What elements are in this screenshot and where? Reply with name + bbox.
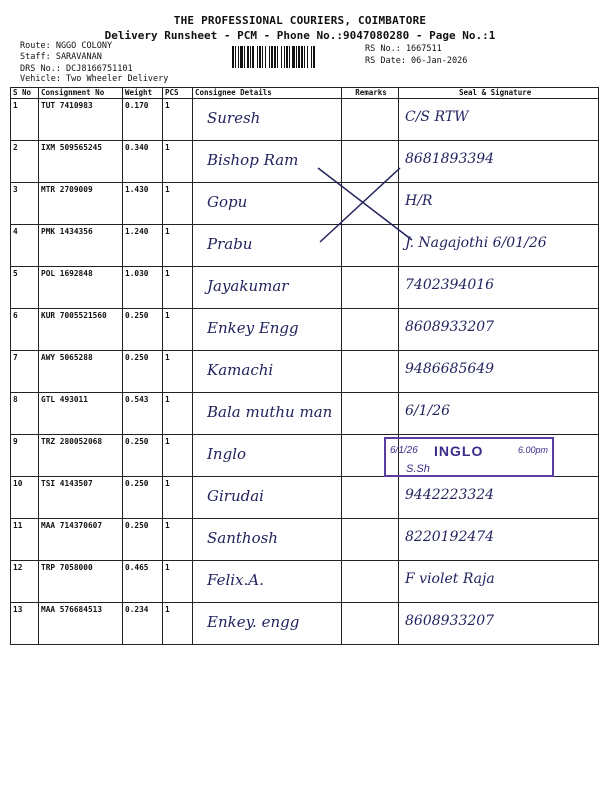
table-row	[11, 99, 599, 141]
col-remarks: Remarks	[342, 88, 399, 99]
pcs-text: 1	[165, 227, 170, 236]
consignee-text: Jayakumar	[207, 277, 289, 295]
consignee-text: Girudai	[207, 487, 264, 505]
signature-text: 9442223324	[405, 487, 495, 503]
sno-text: 7	[13, 353, 18, 362]
remarks-cell	[342, 561, 399, 603]
signature-text: H/R	[405, 193, 433, 209]
stamp-name: INGLO	[434, 443, 484, 459]
sno-cell	[11, 183, 39, 225]
consignee-text: Enkey Engg	[207, 319, 299, 337]
signature-cell	[399, 309, 599, 351]
remarks-cell	[342, 141, 399, 183]
table-row	[11, 309, 599, 351]
pcs-cell	[163, 267, 193, 309]
signature-text: 7402394016	[405, 277, 495, 293]
weight-text: 0.250	[125, 353, 149, 362]
consignment-cell	[39, 519, 123, 561]
pcs-cell	[163, 351, 193, 393]
barcode	[232, 46, 360, 68]
consignment-text: MAA 714370607	[41, 521, 103, 530]
sno-text: 13	[13, 605, 23, 614]
signature-text: 8608933207	[405, 319, 495, 335]
pcs-text: 1	[165, 479, 170, 488]
consignee-cell	[193, 393, 342, 435]
col-sno: S No	[11, 88, 39, 99]
pcs-cell	[163, 309, 193, 351]
remarks-cell	[342, 393, 399, 435]
weight-cell	[123, 99, 163, 141]
table-row	[11, 141, 599, 183]
signature-cell	[399, 477, 599, 519]
consignment-cell	[39, 603, 123, 645]
col-consignment: Consignment No	[39, 88, 123, 99]
table-header-row	[11, 88, 599, 99]
weight-text: 0.170	[125, 101, 149, 110]
remarks-cell	[342, 519, 399, 561]
consignee-text: Inglo	[207, 445, 247, 463]
table-row	[11, 477, 599, 519]
weight-text: 0.250	[125, 311, 149, 320]
signature-text: 8608933207	[405, 613, 495, 629]
sno-cell	[11, 519, 39, 561]
sno-text: 3	[13, 185, 18, 194]
signature-cell	[399, 603, 599, 645]
rs-date: RS Date: 06-Jan-2026	[365, 56, 468, 66]
signature-cell	[399, 99, 599, 141]
consignee-text: Bala muthu man	[207, 403, 333, 421]
table-row	[11, 603, 599, 645]
pcs-cell	[163, 519, 193, 561]
consignee-text: Kamachi	[207, 361, 274, 379]
staff: Staff: SARAVANAN	[20, 52, 102, 62]
sno-text: 11	[13, 521, 23, 530]
signature-cell	[399, 183, 599, 225]
remarks-cell	[342, 351, 399, 393]
weight-cell	[123, 141, 163, 183]
remarks-cell	[342, 225, 399, 267]
weight-text: 0.250	[125, 437, 149, 446]
col-consignee: Consignee Details	[193, 88, 342, 99]
consignee-text: Enkey. engg	[207, 613, 300, 631]
consignee-cell	[193, 519, 342, 561]
consignee-text: Bishop Ram	[207, 151, 299, 169]
signature-text: 8681893394	[405, 151, 495, 167]
signature-cell	[399, 351, 599, 393]
table-row	[11, 183, 599, 225]
weight-cell	[123, 351, 163, 393]
signature-text: J. Nagajothi 6/01/26	[405, 235, 547, 251]
consignment-text: POL 1692848	[41, 269, 93, 278]
col-pcs: PCS	[163, 88, 193, 99]
table-row	[11, 561, 599, 603]
pcs-text: 1	[165, 563, 170, 572]
consignee-cell	[193, 225, 342, 267]
consignment-cell	[39, 225, 123, 267]
sno-cell	[11, 309, 39, 351]
consignee-cell	[193, 351, 342, 393]
table-row	[11, 225, 599, 267]
weight-text: 0.234	[125, 605, 149, 614]
pcs-text: 1	[165, 437, 170, 446]
remarks-cell	[342, 477, 399, 519]
weight-cell	[123, 561, 163, 603]
pcs-cell	[163, 477, 193, 519]
stamp-time: 6.00pm	[517, 445, 548, 455]
weight-text: 0.250	[125, 479, 149, 488]
sno-text: 8	[13, 395, 18, 404]
pcs-text: 1	[165, 185, 170, 194]
pcs-text: 1	[165, 605, 170, 614]
weight-cell	[123, 309, 163, 351]
sno-text: 5	[13, 269, 18, 278]
weight-text: 0.340	[125, 143, 149, 152]
consignment-text: MAA 576684513	[41, 605, 103, 614]
sno-cell	[11, 393, 39, 435]
sno-text: 10	[13, 479, 23, 488]
vehicle: Vehicle: Two Wheeler Delivery	[20, 74, 169, 84]
consignee-text: Felix.A.	[207, 571, 264, 589]
consignment-cell	[39, 435, 123, 477]
weight-cell	[123, 519, 163, 561]
remarks-cell	[342, 603, 399, 645]
consignment-text: PMK 1434356	[41, 227, 93, 236]
remarks-cell	[342, 183, 399, 225]
sno-cell	[11, 561, 39, 603]
consignee-cell	[193, 267, 342, 309]
sno-cell	[11, 99, 39, 141]
weight-text: 1.240	[125, 227, 149, 236]
pcs-cell	[163, 561, 193, 603]
consignment-cell	[39, 141, 123, 183]
sno-cell	[11, 477, 39, 519]
runsheet-table	[10, 87, 599, 645]
sno-text: 4	[13, 227, 18, 236]
consignee-cell	[193, 603, 342, 645]
remarks-cell	[342, 267, 399, 309]
stamp-date: 6/1/26	[390, 445, 418, 456]
consignment-cell	[39, 183, 123, 225]
sno-cell	[11, 225, 39, 267]
sno-cell	[11, 435, 39, 477]
sno-text: 6	[13, 311, 18, 320]
consignee-text: Suresh	[207, 109, 261, 127]
consignment-text: AWY 5065288	[41, 353, 93, 362]
sno-text: 1	[13, 101, 18, 110]
pcs-text: 1	[165, 101, 170, 110]
sno-cell	[11, 141, 39, 183]
consignment-cell	[39, 99, 123, 141]
sno-text: 2	[13, 143, 18, 152]
company-title: THE PROFESSIONAL COURIERS, COIMBATORE	[173, 14, 427, 27]
sno-cell	[11, 351, 39, 393]
consignment-cell	[39, 267, 123, 309]
signature-cell	[399, 141, 599, 183]
pcs-text: 1	[165, 395, 170, 404]
consignee-cell	[193, 435, 342, 477]
consignment-cell	[39, 393, 123, 435]
pcs-text: 1	[165, 521, 170, 530]
weight-cell	[123, 393, 163, 435]
pcs-cell	[163, 225, 193, 267]
signature-text: F violet Raja	[405, 571, 495, 587]
signature-text: 6/1/26	[405, 403, 451, 419]
sno-cell	[11, 603, 39, 645]
weight-text: 1.030	[125, 269, 149, 278]
consignee-text: Santhosh	[207, 529, 278, 547]
pcs-cell	[163, 183, 193, 225]
pcs-cell	[163, 141, 193, 183]
weight-text: 0.250	[125, 521, 149, 530]
consignment-cell	[39, 561, 123, 603]
consignment-cell	[39, 477, 123, 519]
table-row	[11, 351, 599, 393]
pcs-cell	[163, 435, 193, 477]
consignment-text: TSI 4143507	[41, 479, 93, 488]
col-seal: Seal & Signature	[399, 88, 599, 99]
consignee-cell	[193, 141, 342, 183]
pcs-text: 1	[165, 143, 170, 152]
pcs-cell	[163, 393, 193, 435]
rs-number: RS No.: 1667511	[365, 44, 442, 54]
weight-cell	[123, 603, 163, 645]
table-row	[11, 393, 599, 435]
pcs-cell	[163, 603, 193, 645]
weight-text: 0.465	[125, 563, 149, 572]
route: Route: NGGO COLONY	[20, 41, 113, 51]
consignee-cell	[193, 309, 342, 351]
signature-cell	[399, 561, 599, 603]
sno-text: 12	[13, 563, 23, 572]
remarks-cell	[342, 309, 399, 351]
weight-text: 0.543	[125, 395, 149, 404]
sno-cell	[11, 267, 39, 309]
signature-cell	[399, 393, 599, 435]
consignment-text: GTL 493011	[41, 395, 88, 404]
inglo-stamp	[384, 437, 554, 477]
consignee-cell	[193, 561, 342, 603]
table-row	[11, 267, 599, 309]
weight-cell	[123, 477, 163, 519]
consignment-text: IXM 509565245	[41, 143, 103, 152]
consignment-text: TRZ 280052068	[41, 437, 103, 446]
consignee-cell	[193, 99, 342, 141]
table-row	[11, 519, 599, 561]
consignment-cell	[39, 309, 123, 351]
pcs-text: 1	[165, 311, 170, 320]
signature-text: 9486685649	[405, 361, 495, 377]
signature-cell	[399, 267, 599, 309]
weight-text: 1.430	[125, 185, 149, 194]
consignee-cell	[193, 477, 342, 519]
col-weight: Weight	[123, 88, 163, 99]
stamp-sign: S.Sh	[406, 463, 430, 475]
weight-cell	[123, 267, 163, 309]
consignee-cell	[193, 183, 342, 225]
consignee-text: Prabu	[207, 235, 253, 253]
consignment-text: MTR 2709009	[41, 185, 93, 194]
pcs-cell	[163, 99, 193, 141]
weight-cell	[123, 225, 163, 267]
signature-cell	[399, 519, 599, 561]
weight-cell	[123, 435, 163, 477]
signature-text: 8220192474	[405, 529, 495, 545]
runsheet-title: Delivery Runsheet - PCM - Phone No.:9047080280 - Page No.:1	[104, 29, 496, 42]
weight-cell	[123, 183, 163, 225]
consignment-text: TRP 7058000	[41, 563, 93, 572]
pcs-text: 1	[165, 353, 170, 362]
consignment-cell	[39, 351, 123, 393]
consignee-text: Gopu	[207, 193, 248, 211]
remarks-cell	[342, 99, 399, 141]
consignment-text: KUR 7005521560	[41, 311, 107, 320]
signature-cell	[399, 225, 599, 267]
pcs-text: 1	[165, 269, 170, 278]
drs-number: DRS No.: DCJ8166751101	[20, 64, 133, 74]
sno-text: 9	[13, 437, 18, 446]
signature-text: C/S RTW	[405, 109, 469, 125]
consignment-text: TUT 7410983	[41, 101, 93, 110]
